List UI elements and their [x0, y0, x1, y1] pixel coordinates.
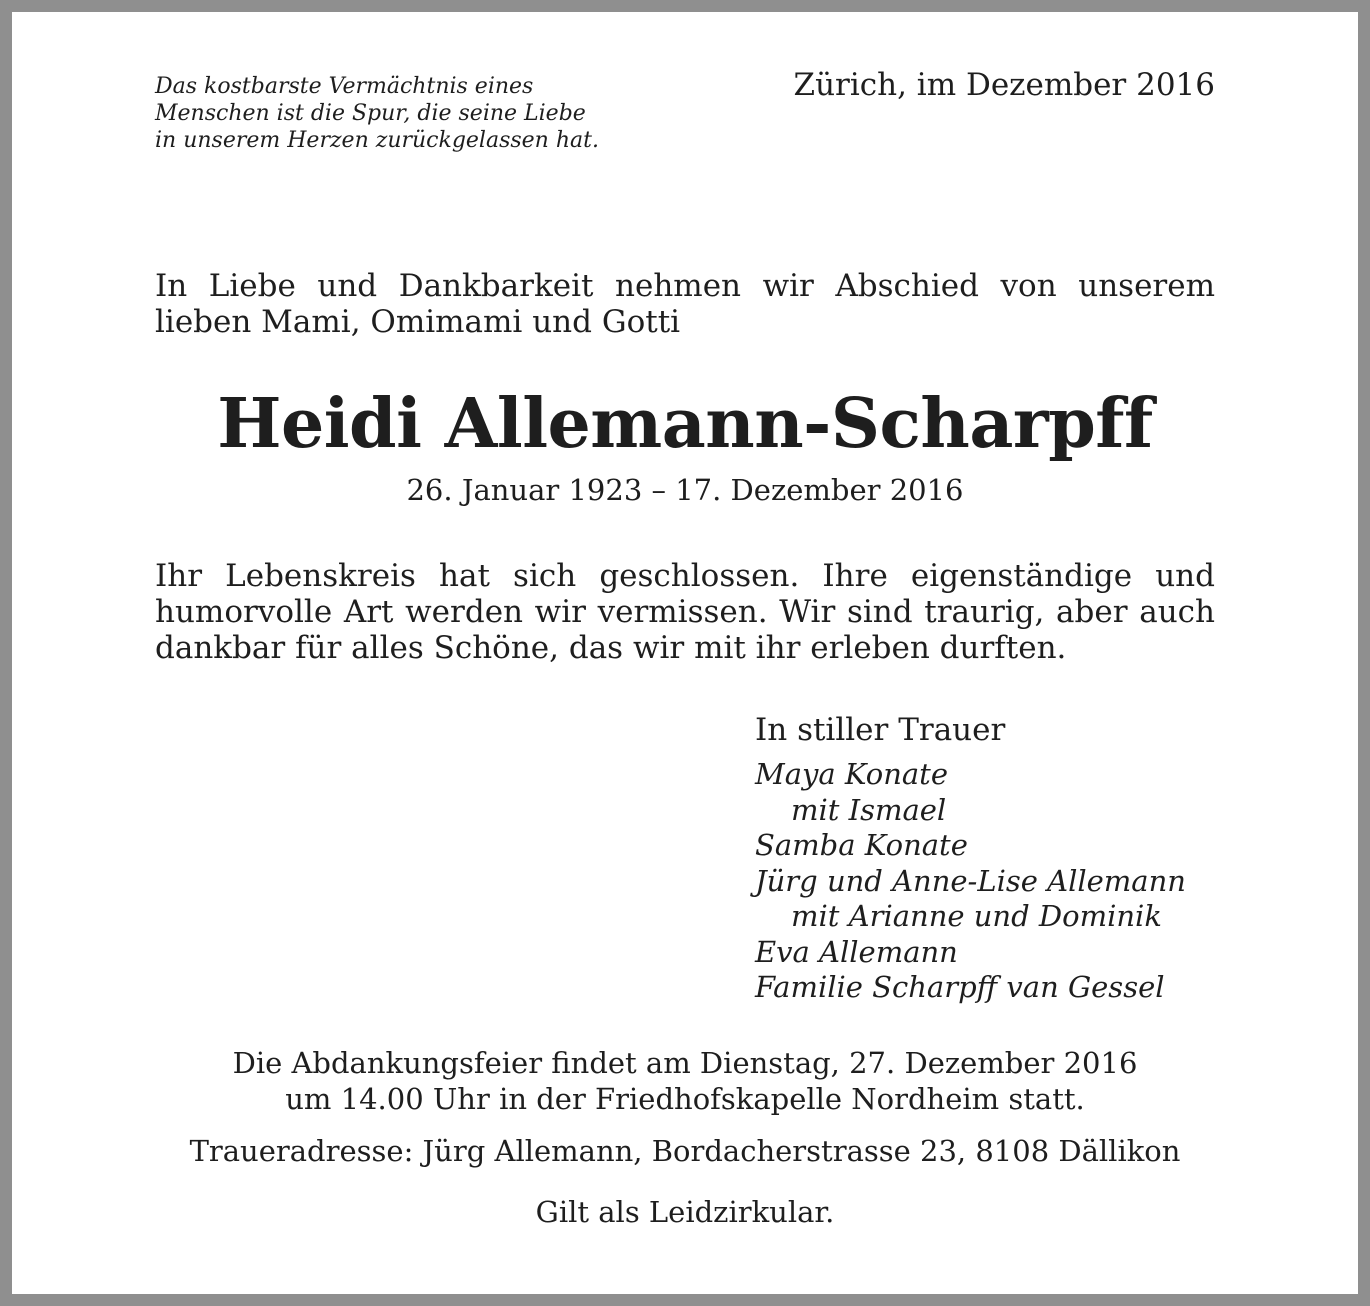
tribute-line: dankbar für alles Schöne, das wir mit ihr erleben durften. — [155, 630, 1067, 666]
mourner-name: Familie Scharpff van Gessel — [755, 970, 1165, 1004]
mourner-name: Eva Allemann — [755, 934, 958, 969]
motto-line: in unserem Herzen zurückgelassen hat. — [155, 128, 599, 153]
intro-line: In Liebe und Dankbarkeit nehmen wir Abschied von unserem — [155, 268, 1215, 304]
motto-quote — [155, 73, 675, 154]
intro-text — [155, 268, 1215, 340]
mourner-name: Jürg und Anne-Lise Allemann — [755, 863, 1186, 898]
mourner-name: mit Ismael — [791, 792, 947, 827]
mourning-address: Traueradresse: Jürg Allemann, Bordacherstrasse 23, 8108 Dällikon — [189, 1134, 1181, 1168]
tribute-text — [155, 558, 1215, 666]
circular-note: Gilt als Leidzirkular. — [535, 1195, 835, 1229]
service-line: um 14.00 Uhr in der Friedhofskapelle Nordheim statt. — [285, 1082, 1085, 1116]
mourners-list — [755, 757, 1225, 1006]
tribute-line: Ihr Lebenskreis hat sich geschlossen. Ihre eigenständige und — [155, 558, 1215, 594]
service-line: Die Abdankungsfeier findet am Dienstag, 27. Dezember 2016 — [232, 1046, 1138, 1080]
intro-line: lieben Mami, Omimami und Gotti — [155, 304, 681, 340]
obituary-notice — [12, 12, 1358, 1294]
mourning-label: In stiller Trauer — [755, 712, 1006, 748]
mourner-name: Maya Konate — [755, 757, 949, 791]
life-dates: 26. Januar 1923 – 17. Dezember 2016 — [406, 473, 964, 507]
tribute-line: humorvolle Art werden wir vermissen. Wir sind traurig, aber auch — [155, 594, 1215, 630]
place-date: Zürich, im Dezember 2016 — [793, 67, 1215, 103]
motto-line: Das kostbarste Vermächtnis eines — [155, 74, 534, 99]
deceased-name: Heidi Allemann-Scharpff — [217, 384, 1153, 464]
mourner-name: Samba Konate — [755, 828, 968, 862]
mourner-name: mit Arianne und Dominik — [791, 899, 1162, 933]
motto-line: Menschen ist die Spur, die seine Liebe — [155, 101, 586, 126]
service-announcement — [12, 1045, 1358, 1117]
